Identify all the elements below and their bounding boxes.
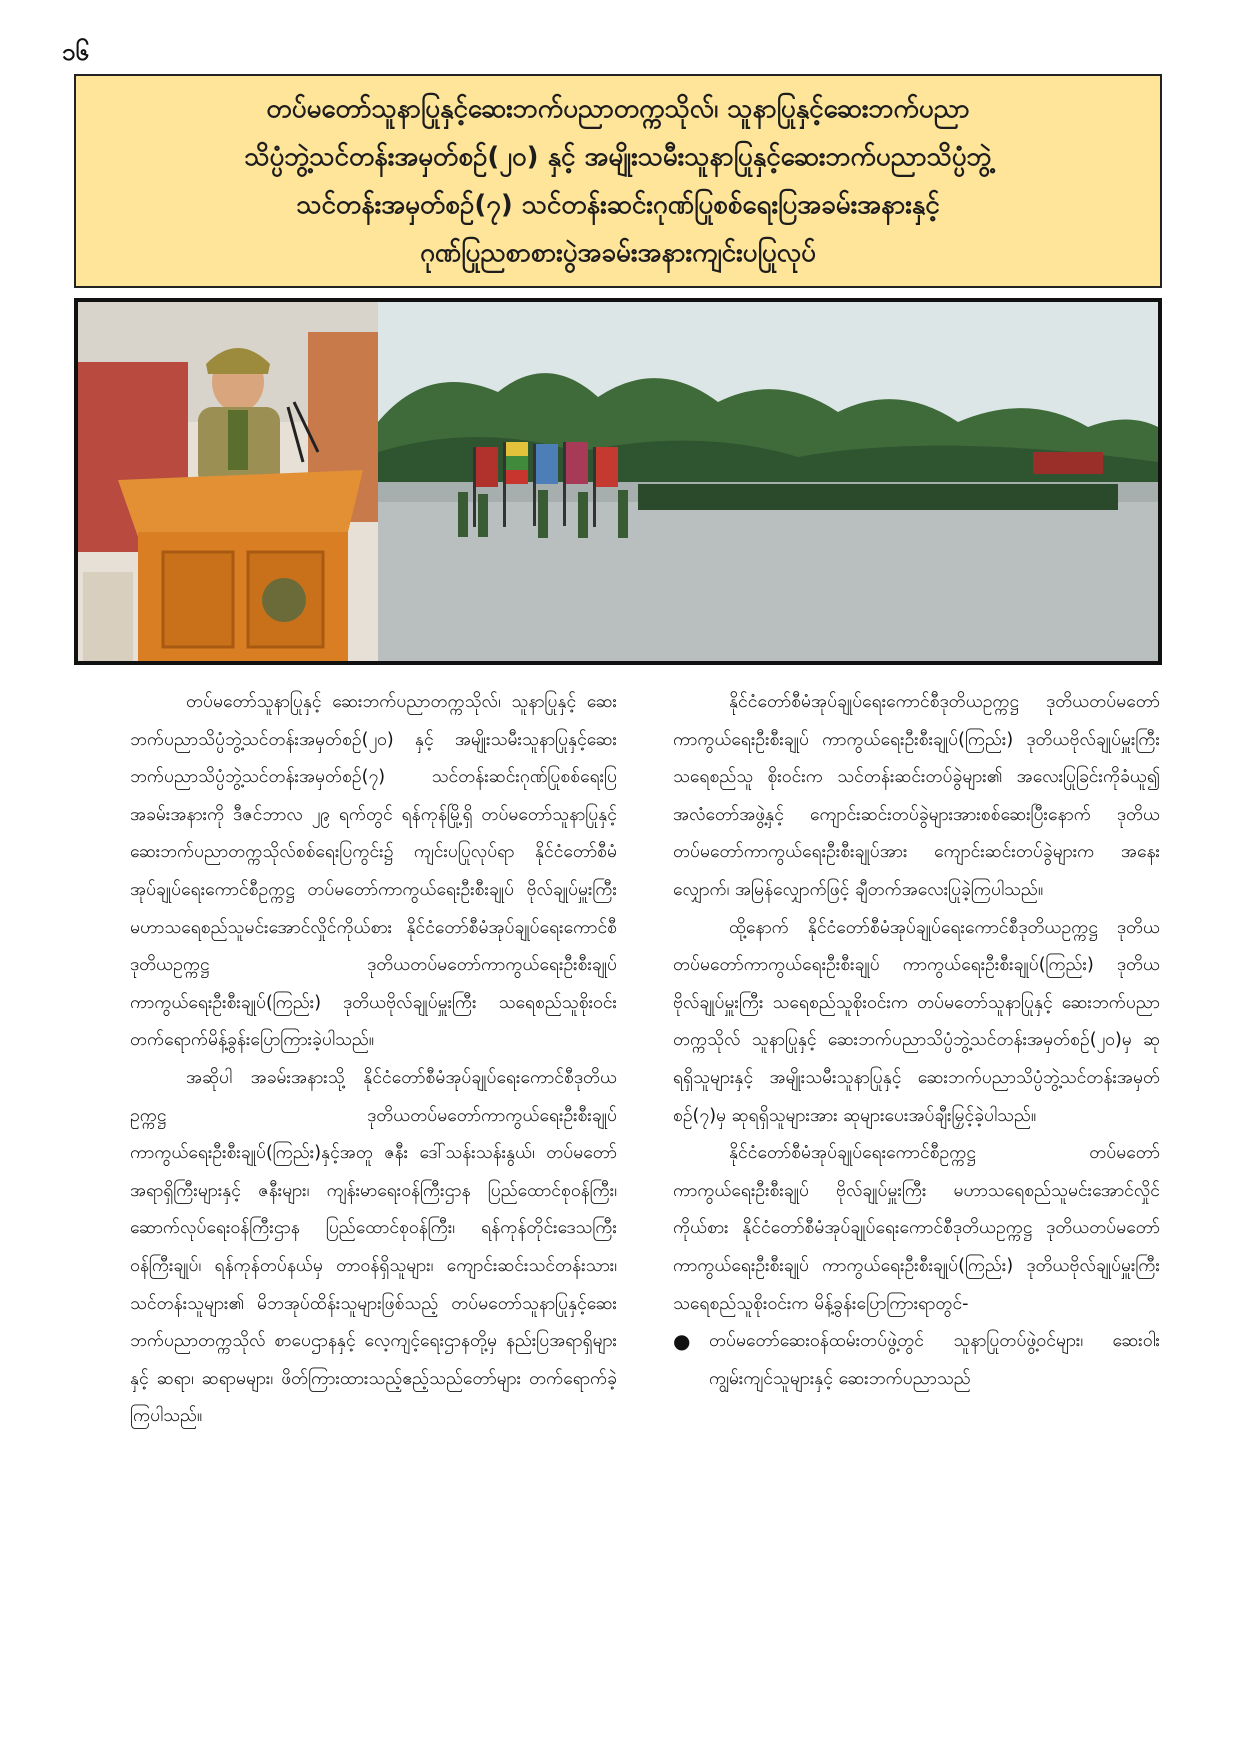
body-paragraph: နိုင်ငံတော်စီမံအုပ်ချုပ်ရေးကောင်စီဥက္ကဋ္ဌ တပ်မတော်ကာကွယ်ရေးဦးစီးချုပ် ဗိုလ်ချုပ်မှူးကြီး မဟာသရေစည်သူမင်းအောင်လှိုင်ကိုယ်စား နိုင်ငံတော်စီမံအုပ်ချုပ်ရေးကောင်စီဒုတိယဥက္ကဋ္ဌ ဒုတိယတပ်မတော်ကာကွယ်ရေးဦးစီးချုပ် ကာကွယ်ရေးဦးစီးချုပ်(ကြည်း) ဒုတိယဗိုလ်ချုပ်မှူးကြီး သရေစည်သူစိုးဝင်းက မိန့်ခွန်းပြောကြားရာတွင်- <box>673 1143 1160 1314</box>
parade-photo <box>78 302 1158 661</box>
right-column <box>673 684 1160 1436</box>
news-photo <box>74 298 1162 665</box>
body-paragraph: အဆိုပါ အခမ်းအနားသို့ နိုင်ငံတော်စီမံအုပ်ချုပ်ရေးကောင်စီဒုတိယဥက္ကဋ္ဌ ဒုတိယတပ်မတော်ကာကွယ်ရေးဦးစီးချုပ်ကာကွယ်ရေးဦးစီးချုပ်(ကြည်း)နှင့်အတူ ဇနီး ဒေါ်သန်းသန်းနွယ်၊ တပ်မတော်အရာရှိကြီးများနှင့် ဇနီးများ၊ ကျန်းမာရေးဝန်ကြီးဌာန ပြည်ထောင်စုဝန်ကြီး၊ ဆောက်လုပ်ရေးဝန်ကြီးဌာန ပြည်ထောင်စုဝန်ကြီး၊ ရန်ကုန်တိုင်းဒေသကြီးဝန်ကြီးချုပ်၊ ရန်ကုန်တပ်နယ်မှ တာဝန်ရှိသူများ၊ ကျောင်းဆင်းသင်တန်းသား၊ သင်တန်းသူများ၏ မိဘအုပ်ထိန်းသူများဖြစ်သည့် တပ်မတော်သူနာပြုနှင့်ဆေးဘက်ပညာတက္ကသိုလ် စာပေဌာနနှင့် လေ့ကျင့်ရေးဌာနတို့မှ နည်းပြအရာရှိများနှင့် ဆရာ၊ ဆရာမများ၊ ဖိတ်ကြားထားသည့်ဧည့်သည်တော်များ တက်ရောက်ခဲ့ကြပါသည်။ <box>130 1067 617 1427</box>
body-paragraph: ထို့နောက် နိုင်ငံတော်စီမံအုပ်ချုပ်ရေးကောင်စီဒုတိယဥက္ကဋ္ဌ ဒုတိယတပ်မတော်ကာကွယ်ရေးဦးစီးချုပ် ကာကွယ်ရေးဦးစီးချုပ်(ကြည်း) ဒုတိယဗိုလ်ချုပ်မှူးကြီး သရေစည်သူစိုးဝင်းက တပ်မတော်သူနာပြုနှင့် ဆေးဘက်ပညာတက္ကသိုလ် သူနာပြုနှင့် ဆေးဘက်ပညာသိပ္ပံဘွဲ့သင်တန်းအမှတ်စဉ်(၂၀)မှ ဆုရရှိသူများနှင့် အမျိုးသမီးသူနာပြုနှင့် ဆေးဘက်ပညာသိပ္ပံဘွဲ့သင်တန်းအမှတ်စဉ်(၇)မှ ဆုရရှိသူများအား ဆုများပေးအပ်ချီးမြှင့်ခဲ့ပါသည်။ <box>673 917 1160 1126</box>
body-paragraph: တပ်မတော်သူနာပြုနှင့် ဆေးဘက်ပညာတက္ကသိုလ်၊ သူနာပြုနှင့် ဆေးဘက်ပညာသိပ္ပံဘွဲ့သင်တန်းအမှတ်စဉ်(၂၀) နှင့် အမျိုးသမီးသူနာပြုနှင့်ဆေးဘက်ပညာသိပ္ပံဘွဲ့သင်တန်းအမှတ်စဉ်(၇) သင်တန်းဆင်းဂုဏ်ပြုစစ်ရေးပြအခမ်းအနားကို ဒီဇင်ဘာလ ၂၉ ရက်တွင် ရန်ကုန်မြို့ရှိ တပ်မတော်သူနာပြုနှင့် ဆေးဘက်ပညာတက္ကသိုလ်စစ်ရေးပြကွင်း၌ ကျင်းပပြုလုပ်ရာ နိုင်ငံတော်စီမံအုပ်ချုပ်ရေးကောင်စီဥက္ကဋ္ဌ တပ်မတော်ကာကွယ်ရေးဦးစီးချုပ် ဗိုလ်ချုပ်မှူးကြီးမဟာသရေစည်သူမင်းအောင်လှိုင်ကိုယ်စား နိုင်ငံတော်စီမံအုပ်ချုပ်ရေးကောင်စီဒုတိယဥက္ကဋ္ဌ ဒုတိယတပ်မတော်ကာကွယ်ရေးဦးစီးချုပ် ကာကွယ်ရေးဦးစီးချုပ်(ကြည်း) ဒုတိယဗိုလ်ချုပ်မှူးကြီး သရေစည်သူစိုးဝင်း တက်ရောက်မိန့်ခွန်းပြောကြားခဲ့ပါသည်။ <box>130 692 617 1051</box>
body-paragraph: နိုင်ငံတော်စီမံအုပ်ချုပ်ရေးကောင်စီဒုတိယဥက္ကဋ္ဌ ဒုတိယတပ်မတော်ကာကွယ်ရေးဦးစီးချုပ် ကာကွယ်ရေးဦးစီးချုပ်(ကြည်း) ဒုတိယဗိုလ်ချုပ်မှူးကြီး သရေစည်သူ စိုးဝင်းက သင်တန်းဆင်းတပ်ခွဲများ၏ အလေးပြုခြင်းကိုခံယူ၍ အလံတော်အဖွဲ့နှင့် ကျောင်းဆင်းတပ်ခွဲများအားစစ်ဆေးပြီးနောက် ဒုတိယတပ်မတော်ကာကွယ်ရေးဦးစီးချုပ်အား ကျောင်းဆင်းတပ်ခွဲများက အနေးလျှောက်၊ အမြန်လျှောက်ဖြင့် ချီတက်အလေးပြုခဲ့ကြပါသည်။ <box>673 692 1160 900</box>
title-line: သိပ္ပံဘွဲ့သင်တန်းအမှတ်စဉ်(၂၀) နှင့် အမျိုးသမီးသူနာပြုနှင့်ဆေးဘက်ပညာသိပ္ပံဘွဲ့ <box>244 142 992 172</box>
title-line: တပ်မတော်သူနာပြုနှင့်ဆေးဘက်ပညာတက္ကသိုလ်၊ သူနာပြုနှင့်ဆေးဘက်ပညာ <box>266 94 970 124</box>
title-line: ဂုဏ်ပြုညစာစားပွဲအခမ်းအနားကျင်းပပြုလုပ် <box>420 238 816 268</box>
article-body <box>130 684 1160 1436</box>
speaker-photo-panel <box>78 302 378 661</box>
bullet-text: တပ်မတော်ဆေးဝန်ထမ်းတပ်ဖွဲ့တွင် သူနာပြုတပ်ဖွဲ့ဝင်များ၊ ဆေးဝါးကျွမ်းကျင်သူများနှင့် ဆေးဘက်ပညာသည် <box>709 1331 1160 1389</box>
article-title <box>74 74 1162 288</box>
parade-ground-panel <box>378 302 1158 661</box>
left-column <box>130 684 617 1436</box>
title-line: သင်တန်းအမှတ်စဉ်(၇) သင်တန်းဆင်းဂုဏ်ပြုစစ်ရေးပြအခမ်းအနားနှင့် <box>296 190 940 220</box>
page-number: ၁၆ <box>62 38 89 66</box>
bullet-dot-icon: ● <box>673 1329 691 1354</box>
bullet-item <box>673 1323 1160 1398</box>
